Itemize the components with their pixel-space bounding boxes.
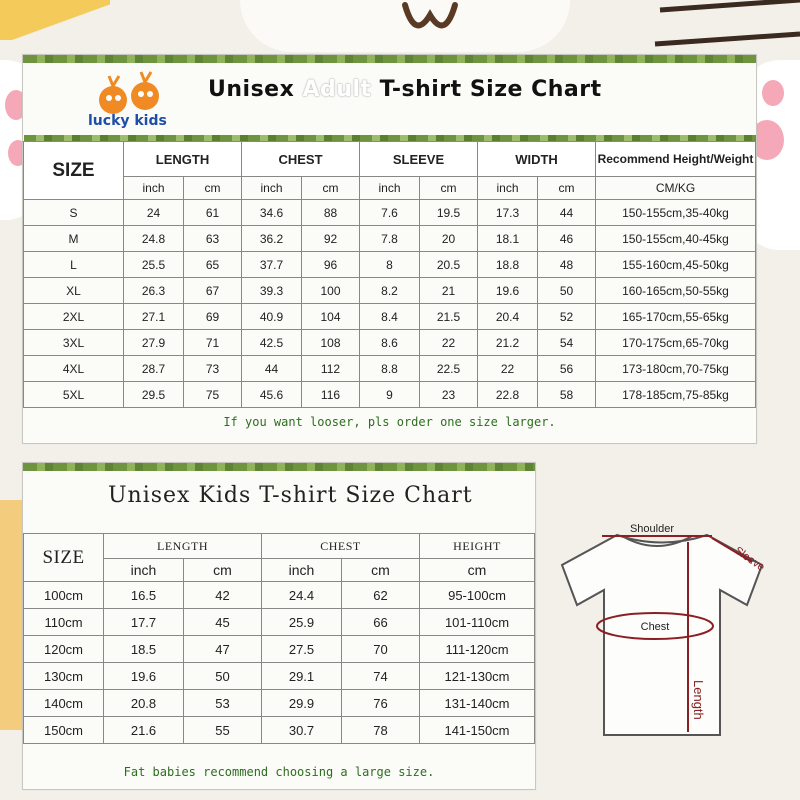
cell-chest_cm: 62 [342,582,420,609]
cell-sleeve_in: 7.8 [360,226,420,252]
cell-sleeve_in: 8.4 [360,304,420,330]
cell-len_cm: 75 [184,382,242,408]
cell-size: 3XL [24,330,124,356]
cell-size: 2XL [24,304,124,330]
chest-label: Chest [640,621,670,633]
title-highlight: Adult [302,77,372,102]
cell-rec: 173-180cm,70-75kg [596,356,756,382]
cell-sleeve_cm: 21 [420,278,478,304]
table-row [24,252,756,278]
cell-len_in: 28.7 [124,356,184,382]
cell-size: 4XL [24,356,124,382]
adult-note: If you want looser, pls order one size larger. [223,415,556,429]
sleeve-header: SLEEVE [360,142,478,177]
background-whisker [650,0,800,50]
cell-width_cm: 50 [538,278,596,304]
kids-note: Fat babies recommend choosing a large size. [123,765,435,779]
cell-height: 121-130cm [420,663,535,690]
cell-rec: 150-155cm,40-45kg [596,226,756,252]
cell-sleeve_cm: 21.5 [420,304,478,330]
table-row [24,304,756,330]
cell-chest_in: 40.9 [242,304,302,330]
cell-size: 130cm [24,663,104,690]
cell-height: 95-100cm [420,582,535,609]
cell-size: XL [24,278,124,304]
unit-inch: inch [262,559,342,582]
cell-chest_cm: 92 [302,226,360,252]
cell-len_in: 18.5 [104,636,184,663]
cell-len_in: 21.6 [104,717,184,744]
cell-size: S [24,200,124,226]
unit-cm: cm [184,559,262,582]
cell-rec: 170-175cm,65-70kg [596,330,756,356]
cell-size: 150cm [24,717,104,744]
adult-size-table [23,135,756,408]
cell-chest_in: 29.9 [262,690,342,717]
unit-inch: inch [242,177,302,200]
unit-cmkg: CM/KG [596,177,756,200]
table-row [24,636,535,663]
title-suffix: T-shirt Size Chart [371,77,602,102]
cell-chest_cm: 116 [302,382,360,408]
cell-len_cm: 63 [184,226,242,252]
unit-cm: cm [184,177,242,200]
cell-sleeve_cm: 20 [420,226,478,252]
background-stripe [0,0,110,40]
cell-sleeve_in: 8.8 [360,356,420,382]
cell-chest_in: 24.4 [262,582,342,609]
cell-chest_in: 42.5 [242,330,302,356]
cell-width_in: 18.1 [478,226,538,252]
cell-chest_cm: 66 [342,609,420,636]
cell-len_cm: 55 [184,717,262,744]
kids-size-chart [22,462,536,790]
cell-len_in: 19.6 [104,663,184,690]
table-row [24,609,535,636]
cell-len_in: 20.8 [104,690,184,717]
table-row [24,717,535,744]
cell-width_in: 19.6 [478,278,538,304]
cell-width_cm: 52 [538,304,596,330]
cell-chest_cm: 100 [302,278,360,304]
cat-mouth-icon [395,0,465,50]
cell-len_in: 17.7 [104,609,184,636]
cell-len_in: 29.5 [124,382,184,408]
cell-height: 131-140cm [420,690,535,717]
cell-chest_cm: 78 [342,717,420,744]
cell-len_cm: 71 [184,330,242,356]
cell-len_cm: 69 [184,304,242,330]
cell-len_cm: 53 [184,690,262,717]
cell-width_in: 21.2 [478,330,538,356]
cell-sleeve_in: 8.6 [360,330,420,356]
cell-len_cm: 45 [184,609,262,636]
cell-chest_cm: 74 [342,663,420,690]
adult-chart-title [208,77,602,102]
unit-inch: inch [124,177,184,200]
chest-header: CHEST [262,534,420,559]
cell-chest_cm: 70 [342,636,420,663]
length-header: LENGTH [104,534,262,559]
panel-border [23,463,535,471]
length-label: Length [691,680,706,720]
cell-len_in: 26.3 [124,278,184,304]
cell-chest_in: 27.5 [262,636,342,663]
cell-width_in: 20.4 [478,304,538,330]
size-header: SIZE [24,534,104,582]
cell-len_in: 27.9 [124,330,184,356]
cell-size: 100cm [24,582,104,609]
cell-width_in: 17.3 [478,200,538,226]
unit-inch: inch [478,177,538,200]
table-row [24,690,535,717]
cell-len_cm: 47 [184,636,262,663]
cell-len_cm: 73 [184,356,242,382]
cell-len_cm: 42 [184,582,262,609]
adult-size-chart [22,54,757,444]
table-row [24,382,756,408]
cell-width_cm: 44 [538,200,596,226]
cell-size: 110cm [24,609,104,636]
length-header: LENGTH [124,142,242,177]
cell-len_cm: 67 [184,278,242,304]
cell-len_in: 24 [124,200,184,226]
panel-border [23,55,756,63]
unit-cm: cm [420,177,478,200]
cell-sleeve_cm: 20.5 [420,252,478,278]
unit-cm: cm [420,559,535,582]
title-prefix: Unisex [208,77,303,102]
cell-rec: 155-160cm,45-50kg [596,252,756,278]
cell-rec: 178-185cm,75-85kg [596,382,756,408]
cell-sleeve_cm: 23 [420,382,478,408]
unit-inch: inch [360,177,420,200]
cell-sleeve_in: 8.2 [360,278,420,304]
cell-chest_in: 44 [242,356,302,382]
cell-sleeve_cm: 22 [420,330,478,356]
table-row [24,356,756,382]
cell-chest_cm: 88 [302,200,360,226]
table-row [24,278,756,304]
table-row [24,226,756,252]
table-row [24,663,535,690]
cell-width_cm: 54 [538,330,596,356]
sleeve-label: Sleeve [732,544,767,574]
cell-chest_cm: 112 [302,356,360,382]
recommend-header: Recommend Height/Weight [596,142,756,177]
cell-chest_cm: 108 [302,330,360,356]
cell-chest_cm: 104 [302,304,360,330]
cell-chest_in: 29.1 [262,663,342,690]
table-row [24,200,756,226]
cell-sleeve_in: 9 [360,382,420,408]
cell-chest_in: 36.2 [242,226,302,252]
tshirt-outline-icon [562,535,762,735]
cell-width_in: 22.8 [478,382,538,408]
cell-width_in: 18.8 [478,252,538,278]
cell-chest_in: 30.7 [262,717,342,744]
cell-height: 111-120cm [420,636,535,663]
cell-sleeve_in: 7.6 [360,200,420,226]
unit-cm: cm [342,559,420,582]
unit-cm: cm [538,177,596,200]
cell-chest_in: 45.6 [242,382,302,408]
cell-rec: 150-155cm,35-40kg [596,200,756,226]
chest-header: CHEST [242,142,360,177]
cell-width_cm: 56 [538,356,596,382]
cell-size: M [24,226,124,252]
tshirt-measurement-diagram [552,520,792,750]
kids-size-table [23,533,535,744]
cell-height: 101-110cm [420,609,535,636]
cell-chest_in: 25.9 [262,609,342,636]
cell-chest_cm: 96 [302,252,360,278]
table-row [24,582,535,609]
table-row [24,330,756,356]
cell-width_in: 22 [478,356,538,382]
cell-sleeve_cm: 22.5 [420,356,478,382]
cell-len_in: 25.5 [124,252,184,278]
cell-rec: 165-170cm,55-65kg [596,304,756,330]
cell-chest_in: 34.6 [242,200,302,226]
cell-len_cm: 65 [184,252,242,278]
cell-height: 141-150cm [420,717,535,744]
shoulder-label: Shoulder [629,523,675,535]
cell-chest_in: 37.7 [242,252,302,278]
cell-chest_in: 39.3 [242,278,302,304]
cell-size: 120cm [24,636,104,663]
height-header: HEIGHT [420,534,535,559]
cell-width_cm: 58 [538,382,596,408]
cell-width_cm: 46 [538,226,596,252]
logo-text: lucky kids [88,113,167,129]
unit-cm: cm [302,177,360,200]
cell-len_in: 24.8 [124,226,184,252]
width-header: WIDTH [478,142,596,177]
size-header: SIZE [24,142,124,200]
cell-size: L [24,252,124,278]
kids-chart-title: Unisex Kids T-shirt Size Chart [108,483,473,508]
cell-len_in: 27.1 [124,304,184,330]
cell-width_cm: 48 [538,252,596,278]
unit-inch: inch [104,559,184,582]
cell-len_cm: 50 [184,663,262,690]
cell-chest_cm: 76 [342,690,420,717]
cell-len_in: 16.5 [104,582,184,609]
cell-size: 5XL [24,382,124,408]
cell-sleeve_cm: 19.5 [420,200,478,226]
cell-len_cm: 61 [184,200,242,226]
cell-rec: 160-165cm,50-55kg [596,278,756,304]
cell-size: 140cm [24,690,104,717]
cell-sleeve_in: 8 [360,252,420,278]
